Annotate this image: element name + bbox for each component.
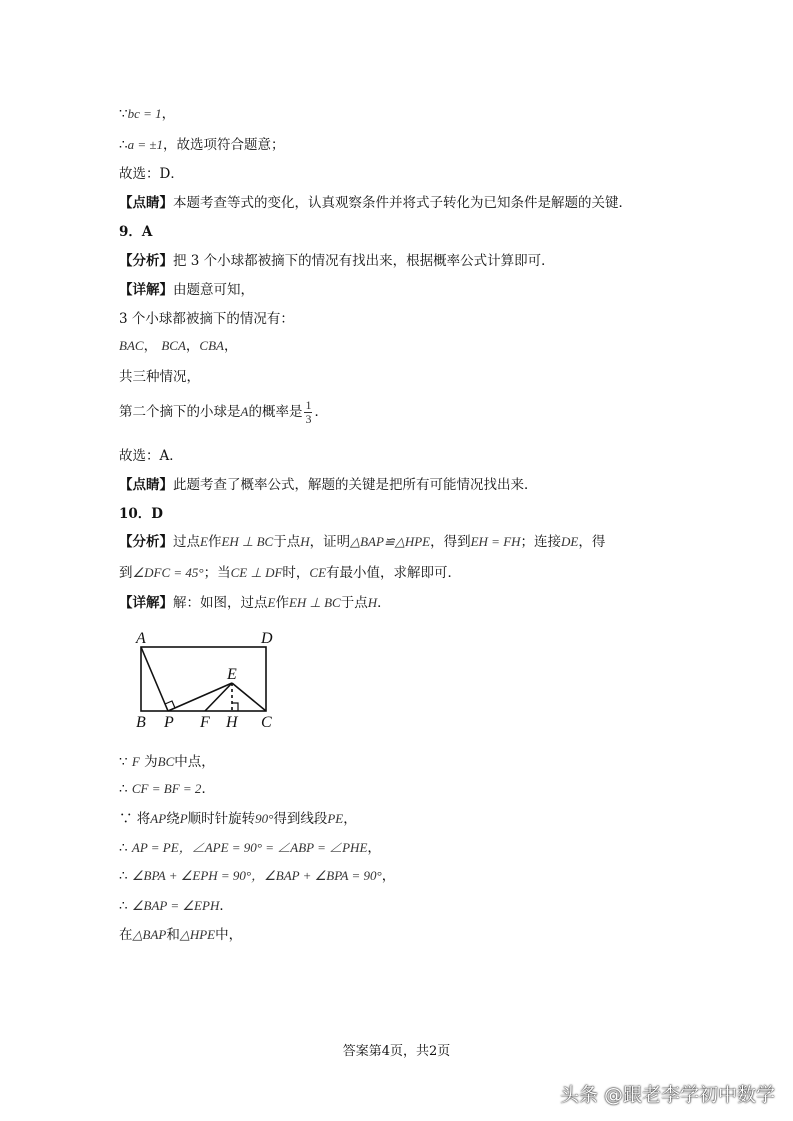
fraction-one-third: $\frac{1}{3}$ (305, 398, 312, 426)
line-10: 共三种情况， (119, 369, 200, 385)
segment-pe (168, 683, 232, 711)
line-1: ∵bc = 1， (119, 106, 176, 122)
label-a: A (136, 630, 146, 647)
page-footer: 答案第4页，共2页 (342, 1044, 451, 1059)
line-12: 故选：A． (119, 448, 183, 464)
line-23: ∴ ∠BAP = ∠EPH． (119, 898, 233, 914)
label-e: E (227, 666, 237, 683)
label-c: C (261, 714, 272, 731)
rectangle-abcd (141, 647, 266, 711)
answer-9: 9．A (119, 224, 153, 240)
line-19: ∴ CF = BF = 2． (119, 781, 215, 797)
segment-ec (232, 683, 266, 711)
line-22: ∴ ∠BPA + ∠EPH = 90°，∠BAP + ∠BPA = 90°， (119, 868, 396, 884)
label-d: D (261, 630, 273, 647)
line-16: 到∠DFC = 45°；当CE ⊥ DF时，CE有最小值，求解即可． (119, 565, 462, 581)
line-13: 【点睛】此题考查了概率公式，解题的关键是把所有可能情况找出来． (119, 477, 538, 493)
line-3: 故选：D． (119, 166, 184, 182)
answer-10: 10．D (119, 506, 163, 522)
line-21: ∴ AP = PE，∠APE = 90° = ∠ABP = ∠PHE， (119, 840, 381, 856)
line-4: 【点睛】本题考查等式的变化，认真观察条件并将式子转化为已知条件是解题的关键． (119, 195, 632, 211)
line-17: 【详解】解：如图，过点E作EH ⊥ BC于点H． (119, 595, 391, 611)
label-f: F (200, 714, 210, 731)
line-9: BAC， BCA，CBA， (119, 338, 238, 354)
line-11: 第二个摘下的小球是A的概率是 $\frac{1}{3}$ ． (119, 398, 328, 426)
line-2: ∴a = ±1，故选项符合题意； (119, 137, 285, 153)
watermark: 头条 @跟老李学初中数学 (559, 1084, 775, 1106)
line-24: 在△BAP和△HPE中， (119, 927, 243, 943)
label-b: B (136, 714, 146, 731)
line-7: 【详解】由题意可知， (119, 282, 254, 298)
label-p: P (164, 714, 174, 731)
line-20: ∵ 将AP绕P顺时针旋转90°得到线段PE， (119, 811, 357, 827)
line-8: 3 个小球都被摘下的情况有： (119, 311, 294, 327)
right-angle-mark-h (232, 703, 238, 711)
geometry-figure (128, 625, 288, 735)
line-18: ∵ F 为BC中点， (119, 754, 215, 770)
line-6: 【分析】把 3 个小球都被摘下的情况有找出来，根据概率公式计算即可． (119, 253, 555, 269)
line-15: 【分析】过点E作EH ⊥ BC于点H，证明△BAP≌△HPE，得到EH = FH；连接DE，得 (119, 534, 606, 550)
segment-ap (141, 647, 168, 711)
label-h: H (226, 714, 238, 731)
segment-fe (205, 683, 232, 711)
